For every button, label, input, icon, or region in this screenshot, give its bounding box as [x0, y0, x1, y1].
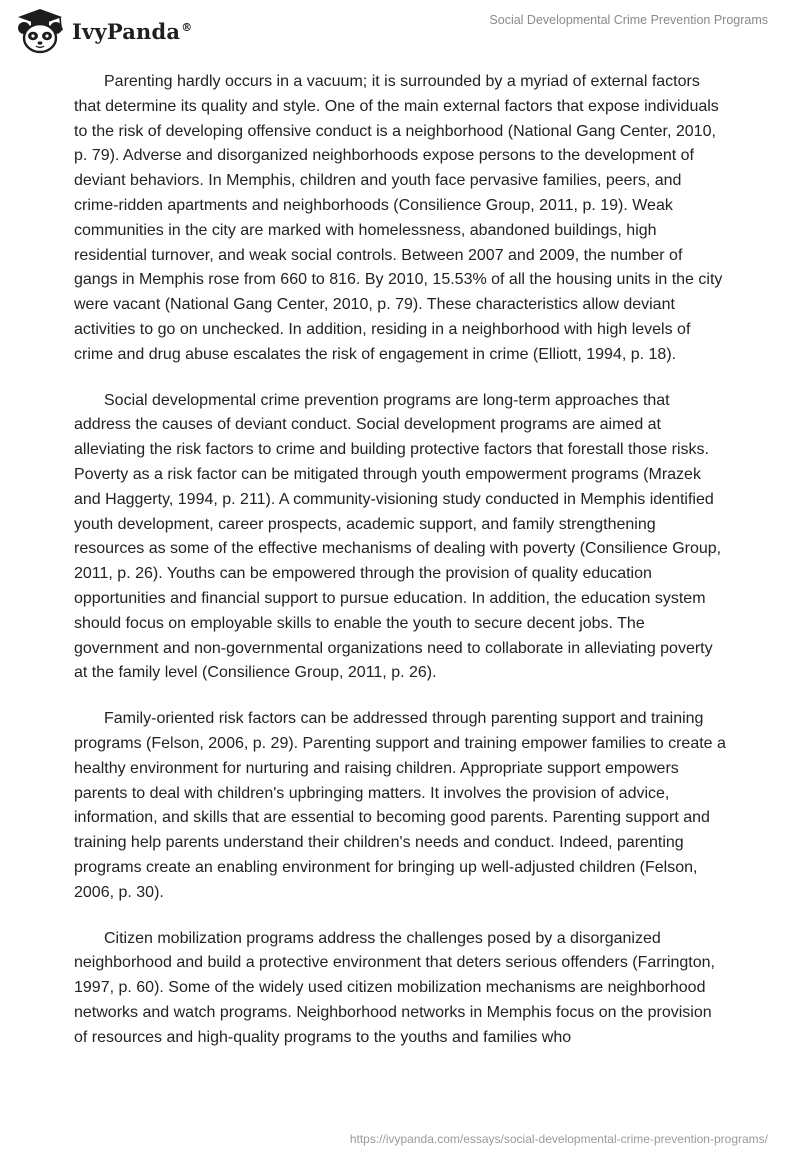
ivypanda-logo[interactable] [14, 8, 192, 54]
paragraph: Social developmental crime prevention programs are long-term approaches that address the causes of deviant conduct. Social development programs are aimed at alleviating the risk factors to crime and building protective factors that forestall those risks. Poverty as a risk factor can be mitigated through youth empowerment programs (Mrazek and Haggerty, 1994, p. 211). A community-visioning study conducted in Memphis identified youth development, career prospects, academic support, and family strengthening resources as some of the effective mechanisms of dealing with poverty (Consilience Group, 2011, p. 26). Youths can be empowered through the provision of quality education opportunities and financial support to pursue education. In addition, the education system should focus on employable skills to enable the youth to secure decent jobs. The government and non-governmental organizations need to collaborate in alleviating poverty at the family level (Consilience Group, 2011, p. 26). [74, 391, 722, 682]
brand-name: IvyPanda® [72, 18, 193, 44]
panda-graduate-icon [14, 8, 66, 54]
source-url[interactable]: https://ivypanda.com/essays/social-developmental-crime-prevention-programs/ [349, 1132, 768, 1146]
page-header [0, 0, 800, 60]
registered-mark: ® [181, 20, 193, 34]
essay-body [74, 70, 726, 1071]
document-title: Social Developmental Crime Prevention Programs [489, 13, 768, 27]
paragraph: Citizen mobilization programs address the challenges posed by a disorganized neighborhood and build a protective environment that deters serious offenders (Farrington, 1997, p. 60). Some of the widely used citizen mobilization mechanisms are neighborhood networks and watch programs. Neighborhood networks in Memphis focus on the provision of resources and high-quality programs to the youths and families who [74, 929, 715, 1046]
paragraph: Parenting hardly occurs in a vacuum; it is surrounded by a myriad of external factors that determine its quality and style. One of the main external factors that expose individuals to the risk of developing offensive conduct is a neighborhood (National Gang Center, 2010, p. 79). Adverse and disorganized neighborhoods expose persons to the development of deviant behaviors. In Memphis, children and youth face pervasive families, peers, and crime-ridden apartments and neighborhoods (Consilience Group, 2011, p. 19). Weak communities in the city are marked with homelessness, abandoned buildings, high residential turnover, and weak social controls. Between 2007 and 2009, the number of gangs in Memphis rose from 660 to 816. By 2010, 15.53% of all the housing units in the city were vacant (National Gang Center, 2010, p. 79). These characteristics allow deviant activities to go on unchecked. In addition, residing in a neighborhood with high levels of crime and drug abuse escalates the risk of engagement in crime (Elliott, 1994, p. 18). [74, 73, 723, 363]
paragraph: Family-oriented risk factors can be addressed through parenting support and training programs (Felson, 2006, p. 29). Parenting support and training empower families to create a healthy environment for nurturing and raising children. Appropriate support empowers parents to deal with children's upbringing matters. It involves the provision of advice, information, and skills that are essential to becoming good parents. Parenting support and training help parents understand their children's needs and conduct. Indeed, parenting programs create an enabling environment for bringing up well-adjusted children (Felson, 2006, p. 30). [74, 710, 726, 901]
